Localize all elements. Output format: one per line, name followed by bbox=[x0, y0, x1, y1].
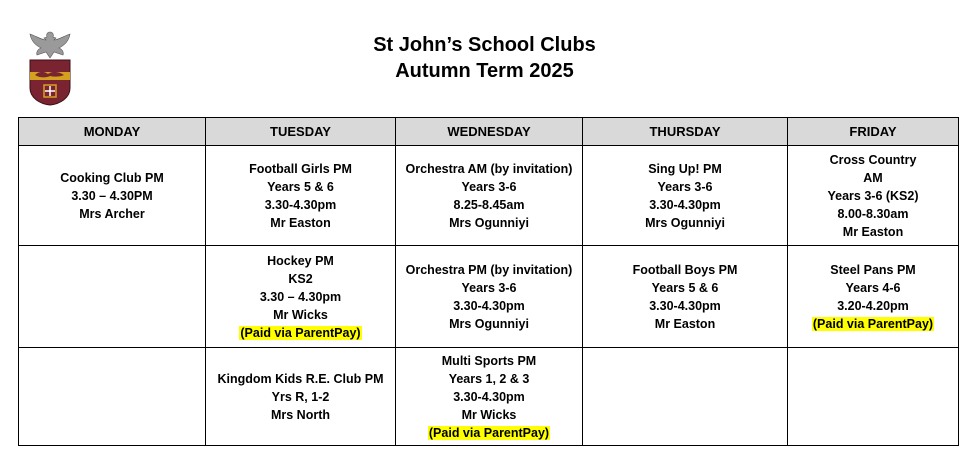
club-name: Sing Up! PM bbox=[648, 161, 722, 176]
club-detail: Mrs Ogunniyi bbox=[449, 316, 529, 331]
club-detail: Mr Easton bbox=[270, 215, 331, 230]
club-detail: 8.25-8.45am bbox=[453, 197, 525, 212]
club-detail: 3.30-4.30pm bbox=[649, 197, 721, 212]
club-detail: Mr Wicks bbox=[273, 307, 328, 322]
club-detail: 3.30-4.30pm bbox=[264, 197, 337, 212]
club-detail: 3.30-4.30pm bbox=[453, 389, 525, 404]
club-detail: 3.30-4.30pm bbox=[649, 298, 721, 313]
club-detail: Years 3-6 bbox=[657, 179, 713, 194]
club-detail: Years 5 & 6 bbox=[651, 280, 719, 295]
club-detail: Mrs Ogunniyi bbox=[645, 215, 725, 230]
club-cell bbox=[206, 348, 396, 446]
table-row bbox=[19, 246, 959, 348]
club-detail: Mr Easton bbox=[842, 224, 904, 239]
day-header-friday: FRIDAY bbox=[788, 118, 959, 146]
day-header-row bbox=[19, 118, 959, 146]
club-detail: 8.00-8.30am bbox=[837, 206, 909, 221]
club-cell bbox=[788, 348, 959, 446]
club-name: Multi Sports PM bbox=[441, 353, 537, 368]
club-detail: Yrs R, 1-2 bbox=[271, 389, 330, 404]
day-header-thursday: THURSDAY bbox=[583, 118, 788, 146]
club-cell bbox=[19, 146, 206, 246]
club-cell bbox=[583, 348, 788, 446]
parentpay-note: (Paid via ParentPay) bbox=[812, 316, 934, 331]
club-name: Football Girls PM bbox=[249, 161, 352, 176]
title-line-1: St John’s School Clubs bbox=[373, 34, 596, 56]
club-name: Orchestra AM (by invitation) bbox=[405, 161, 573, 176]
parentpay-note: (Paid via ParentPay) bbox=[428, 425, 550, 440]
club-cell bbox=[583, 246, 788, 348]
club-name: Orchestra PM (by invitation) bbox=[405, 262, 573, 277]
club-cell bbox=[19, 246, 206, 348]
club-name: Football Boys PM bbox=[632, 262, 738, 277]
club-name: Cooking Club PM bbox=[60, 170, 164, 185]
club-detail: Years 3-6 bbox=[461, 280, 517, 295]
club-name: Steel Pans PM bbox=[830, 262, 916, 277]
club-detail: Mrs North bbox=[270, 407, 331, 422]
club-name: Hockey PM bbox=[267, 253, 334, 268]
club-detail: Years 5 & 6 bbox=[267, 179, 334, 194]
club-detail: KS2 bbox=[288, 271, 313, 286]
club-detail: Years 3-6 bbox=[461, 179, 517, 194]
club-cell bbox=[788, 146, 959, 246]
club-cell bbox=[19, 348, 206, 446]
club-detail: Mr Easton bbox=[654, 316, 716, 331]
club-cell bbox=[396, 246, 583, 348]
club-cell bbox=[583, 146, 788, 246]
club-cell bbox=[206, 146, 396, 246]
title-line-2: Autumn Term 2025 bbox=[395, 60, 574, 82]
club-detail: 3.20-4.20pm bbox=[837, 298, 909, 313]
club-detail: Mrs Ogunniyi bbox=[449, 215, 529, 230]
table-row bbox=[19, 146, 959, 246]
clubs-timetable bbox=[18, 117, 959, 446]
day-header-wednesday: WEDNESDAY bbox=[396, 118, 583, 146]
club-detail: AM bbox=[863, 170, 883, 185]
day-header-tuesday: TUESDAY bbox=[206, 118, 396, 146]
club-cell bbox=[206, 246, 396, 348]
club-detail: Years 4-6 bbox=[845, 280, 901, 295]
club-detail: Years 1, 2 & 3 bbox=[448, 371, 530, 386]
club-cell bbox=[788, 246, 959, 348]
club-cell bbox=[396, 146, 583, 246]
club-cell bbox=[396, 348, 583, 446]
club-detail: 3.30-4.30pm bbox=[453, 298, 525, 313]
page-title bbox=[0, 32, 969, 84]
parentpay-note: (Paid via ParentPay) bbox=[240, 325, 361, 340]
club-detail: Years 3-6 (KS2) bbox=[827, 188, 919, 203]
day-header-monday: MONDAY bbox=[19, 118, 206, 146]
club-detail: Mrs Archer bbox=[79, 206, 145, 221]
club-name: Cross Country bbox=[829, 152, 917, 167]
club-detail: 3.30 – 4.30pm bbox=[259, 289, 342, 304]
club-name: Kingdom Kids R.E. Club PM bbox=[217, 371, 384, 386]
club-detail: Mr Wicks bbox=[461, 407, 517, 422]
club-detail: 3.30 – 4.30PM bbox=[71, 188, 153, 203]
table-row bbox=[19, 348, 959, 446]
